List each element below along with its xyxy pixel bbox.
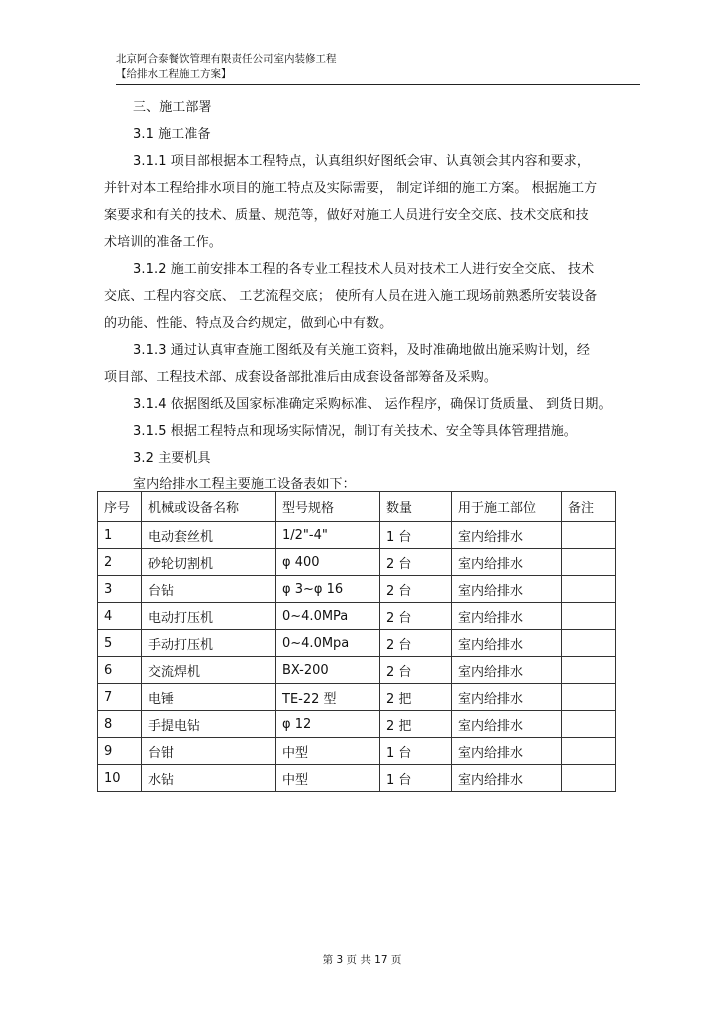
cell-quantity: 1 台 (380, 765, 452, 792)
cell-remarks (562, 603, 616, 630)
cell-name: 砂轮切割机 (142, 549, 276, 576)
cell-model: BX-200 (276, 657, 380, 684)
cell-model: 0~4.0Mpa (276, 630, 380, 657)
table-row (98, 522, 616, 549)
cell-quantity: 2 把 (380, 684, 452, 711)
cell-remarks (562, 630, 616, 657)
cell-quantity: 1 台 (380, 738, 452, 765)
cell-quantity: 2 台 (380, 657, 452, 684)
cell-name: 手提电钻 (142, 711, 276, 738)
header-divider (116, 84, 640, 85)
cell-remarks (562, 765, 616, 792)
table-row (98, 576, 616, 603)
cell-quantity: 2 台 (380, 603, 452, 630)
col-header-model: 型号规格 (276, 492, 380, 522)
cell-location: 室内给排水 (452, 522, 562, 549)
table-row (98, 630, 616, 657)
cell-location: 室内给排水 (452, 738, 562, 765)
table-row (98, 738, 616, 765)
table-row (98, 765, 616, 792)
cell-index: 4 (98, 603, 142, 630)
cell-remarks (562, 522, 616, 549)
cell-name: 电动套丝机 (142, 522, 276, 549)
cell-location: 室内给排水 (452, 657, 562, 684)
cell-location: 室内给排水 (452, 603, 562, 630)
cell-location: 室内给排水 (452, 684, 562, 711)
table-row (98, 657, 616, 684)
col-header-index: 序号 (98, 492, 142, 522)
cell-remarks (562, 576, 616, 603)
table-row (98, 603, 616, 630)
cell-index: 10 (98, 765, 142, 792)
cell-name: 交流焊机 (142, 657, 276, 684)
cell-quantity: 2 台 (380, 576, 452, 603)
cell-model: φ 400 (276, 549, 380, 576)
cell-quantity: 1 台 (380, 522, 452, 549)
cell-model: 中型 (276, 738, 380, 765)
cell-model: 0~4.0MPa (276, 603, 380, 630)
cell-index: 5 (98, 630, 142, 657)
cell-name: 台钻 (142, 576, 276, 603)
cell-location: 室内给排水 (452, 576, 562, 603)
col-header-location: 用于施工部位 (452, 492, 562, 522)
cell-name: 电动打压机 (142, 603, 276, 630)
cell-index: 2 (98, 549, 142, 576)
para-3-1-5: 3.1.5 根据工程特点和现场实际情况，制订有关技术、安全等具体管理措施。 (133, 424, 577, 439)
cell-model: φ 12 (276, 711, 380, 738)
cell-location: 室内给排水 (452, 630, 562, 657)
para-3-1-1-line: 案要求和有关的技术、质量、规范等，做好对施工人员进行安全交底、技术交底和技 (104, 208, 589, 223)
cell-remarks (562, 657, 616, 684)
cell-name: 台钳 (142, 738, 276, 765)
para-3-1-2-line: 交底、工程内容交底、 工艺流程交底； 使所有人员在进入施工现场前熟悉所安装设备 (104, 289, 598, 304)
cell-index: 8 (98, 711, 142, 738)
section-title: 三、施工部署 (133, 100, 212, 115)
para-3-1-3-line: 3.1.3 通过认真审查施工图纸及有关施工资料，及时准确地做出施采购计划，经 (133, 343, 591, 358)
cell-location: 室内给排水 (452, 765, 562, 792)
cell-model: 1/2"-4" (276, 522, 380, 549)
para-3-1-2-line: 3.1.2 施工前安排本工程的各专业工程技术人员对技术工人进行安全交底、 技术 (133, 262, 595, 277)
table-caption: 室内给排水工程主要施工设备表如下： (133, 477, 356, 492)
cell-remarks (562, 549, 616, 576)
para-3-1-1-line: 并针对本工程给排水项目的施工特点及实际需要， 制定详细的施工方案。 根据施工方 (104, 181, 598, 196)
header-doc-title: 【给排水工程施工方案】 (116, 68, 232, 80)
page-footer: 第 3 页 共 17 页 (322, 954, 402, 966)
para-3-1-4: 3.1.4 依据图纸及国家标准确定采购标准、 运作程序，确保订货质量、 到货日期。 (133, 397, 612, 412)
page-header (116, 52, 337, 81)
para-3-1-2-line: 的功能、性能、特点及合约规定，做到心中有数。 (104, 316, 393, 331)
heading-3-2: 3.2 主要机具 (133, 451, 211, 466)
cell-quantity: 2 台 (380, 549, 452, 576)
cell-remarks (562, 711, 616, 738)
cell-location: 室内给排水 (452, 711, 562, 738)
para-3-1-3-line: 项目部、工程技术部、成套设备部批准后由成套设备部筹备及采购。 (104, 370, 498, 385)
cell-quantity: 2 把 (380, 711, 452, 738)
para-3-1-1-line: 术培训的准备工作。 (104, 235, 222, 250)
cell-name: 手动打压机 (142, 630, 276, 657)
cell-index: 1 (98, 522, 142, 549)
col-header-name: 机械或设备名称 (142, 492, 276, 522)
cell-index: 6 (98, 657, 142, 684)
table-row (98, 711, 616, 738)
cell-index: 9 (98, 738, 142, 765)
cell-model: φ 3~φ 16 (276, 576, 380, 603)
cell-remarks (562, 684, 616, 711)
cell-index: 7 (98, 684, 142, 711)
table-row (98, 684, 616, 711)
cell-name: 水钻 (142, 765, 276, 792)
para-3-1-1-line: 3.1.1 项目部根据本工程特点，认真组织好图纸会审、认真领会其内容和要求， (133, 154, 591, 169)
cell-name: 电锤 (142, 684, 276, 711)
cell-location: 室内给排水 (452, 549, 562, 576)
cell-quantity: 2 台 (380, 630, 452, 657)
heading-3-1: 3.1 施工准备 (133, 127, 211, 142)
table-row (98, 549, 616, 576)
cell-remarks (562, 738, 616, 765)
col-header-quantity: 数量 (380, 492, 452, 522)
equipment-table (97, 491, 616, 792)
table-body (98, 522, 616, 792)
cell-model: TE-22 型 (276, 684, 380, 711)
header-company: 北京阿合泰餐饮管理有限责任公司室内装修工程 (116, 53, 337, 65)
cell-index: 3 (98, 576, 142, 603)
col-header-remarks: 备注 (562, 492, 616, 522)
table-header-row (98, 492, 616, 522)
cell-model: 中型 (276, 765, 380, 792)
